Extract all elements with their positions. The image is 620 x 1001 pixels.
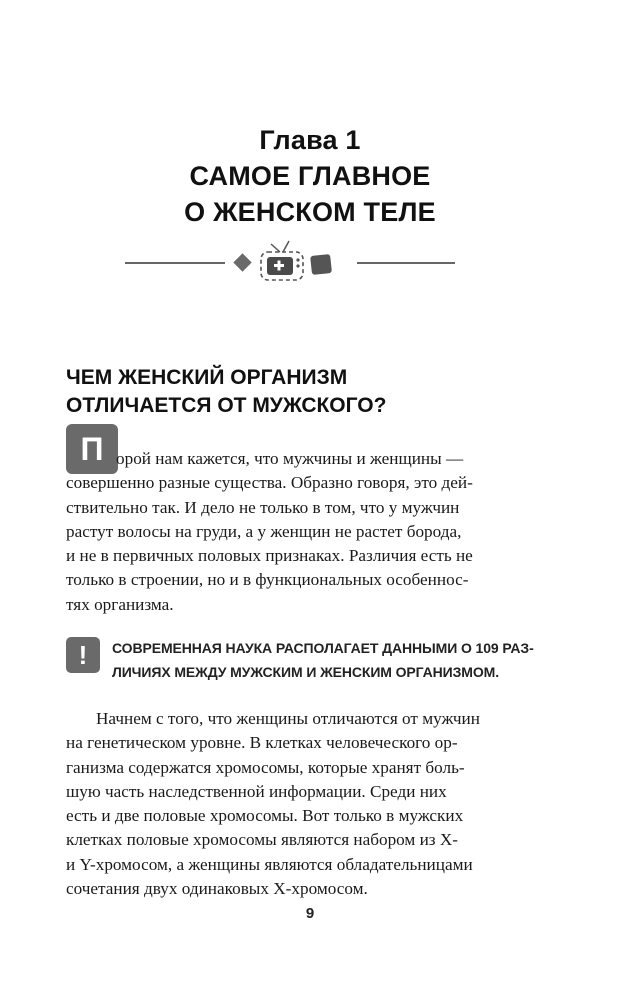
body-paragraph (66, 707, 500, 901)
notice-line: СОВРЕМЕННАЯ НАУКА РАСПОЛАГАЕТ ДАННЫМИ О 109 РАЗ- (112, 640, 534, 656)
chapter-heading (0, 122, 620, 230)
paragraph-line: на генетическом уровне. В клетках человеческого ор- (66, 733, 458, 753)
paragraph-line: совершенно разные существа. Образно говоря, это дей- (66, 473, 473, 493)
paragraph-line: растут волосы на груди, а у женщин не растет борода, (66, 521, 462, 541)
paragraph-line: ганизма содержатся хромосомы, которые хранят боль- (66, 757, 465, 777)
paragraph-line: есть и две половые хромосомы. Вот только в мужских (66, 806, 464, 826)
intro-paragraph (66, 447, 500, 617)
paragraph-line: Начнем с того, что женщины отличаются от мужчин (96, 709, 480, 728)
section-title-line-2: ОТЛИЧАЕТСЯ ОТ МУЖСКОГО? (66, 394, 387, 417)
chapter-title-line-1: САМОЕ ГЛАВНОЕ (189, 161, 431, 191)
paragraph-line: ствительно так. И дело не только в том, что у мужчин (66, 497, 460, 517)
tv-game-ornament-icon (125, 232, 455, 288)
exclamation-icon: ! (66, 637, 100, 673)
chapter-label: Глава 1 (259, 125, 361, 155)
notice-callout (66, 636, 534, 684)
paragraph-line: клетках половые хромосомы являются набором из X- (66, 830, 459, 850)
paragraph-line: орой нам кажется, что мужчины и женщины — (116, 449, 464, 468)
drop-cap-letter: П (66, 424, 118, 474)
paragraph-line: шую часть наследственной информации. Среди них (66, 781, 447, 801)
paragraph-line: только в строении, но и в функциональных особеннос- (66, 570, 469, 590)
section-title-line-1: ЧЕМ ЖЕНСКИЙ ОРГАНИЗМ (66, 366, 348, 389)
notice-text (112, 636, 534, 684)
paragraph-line: и Y-хромосом, а женщины являются обладательницами (66, 854, 473, 874)
retro-tv-icon (261, 241, 303, 280)
page-number: 9 (305, 905, 315, 922)
notice-line: ЛИЧИЯХ МЕЖДУ МУЖСКИМ И ЖЕНСКИМ ОРГАНИЗМОМ. (112, 664, 499, 680)
square-icon (310, 254, 332, 275)
diamond-icon (233, 253, 251, 271)
paragraph-line: сочетания двух одинаковых X-хромосом. (66, 879, 368, 899)
chapter-title-line-2: О ЖЕНСКОМ ТЕЛЕ (184, 197, 436, 227)
paragraph-line: и не в первичных половых признаках. Различия есть не (66, 546, 473, 566)
section-title (66, 364, 546, 420)
paragraph-line: тях организма. (66, 594, 174, 614)
